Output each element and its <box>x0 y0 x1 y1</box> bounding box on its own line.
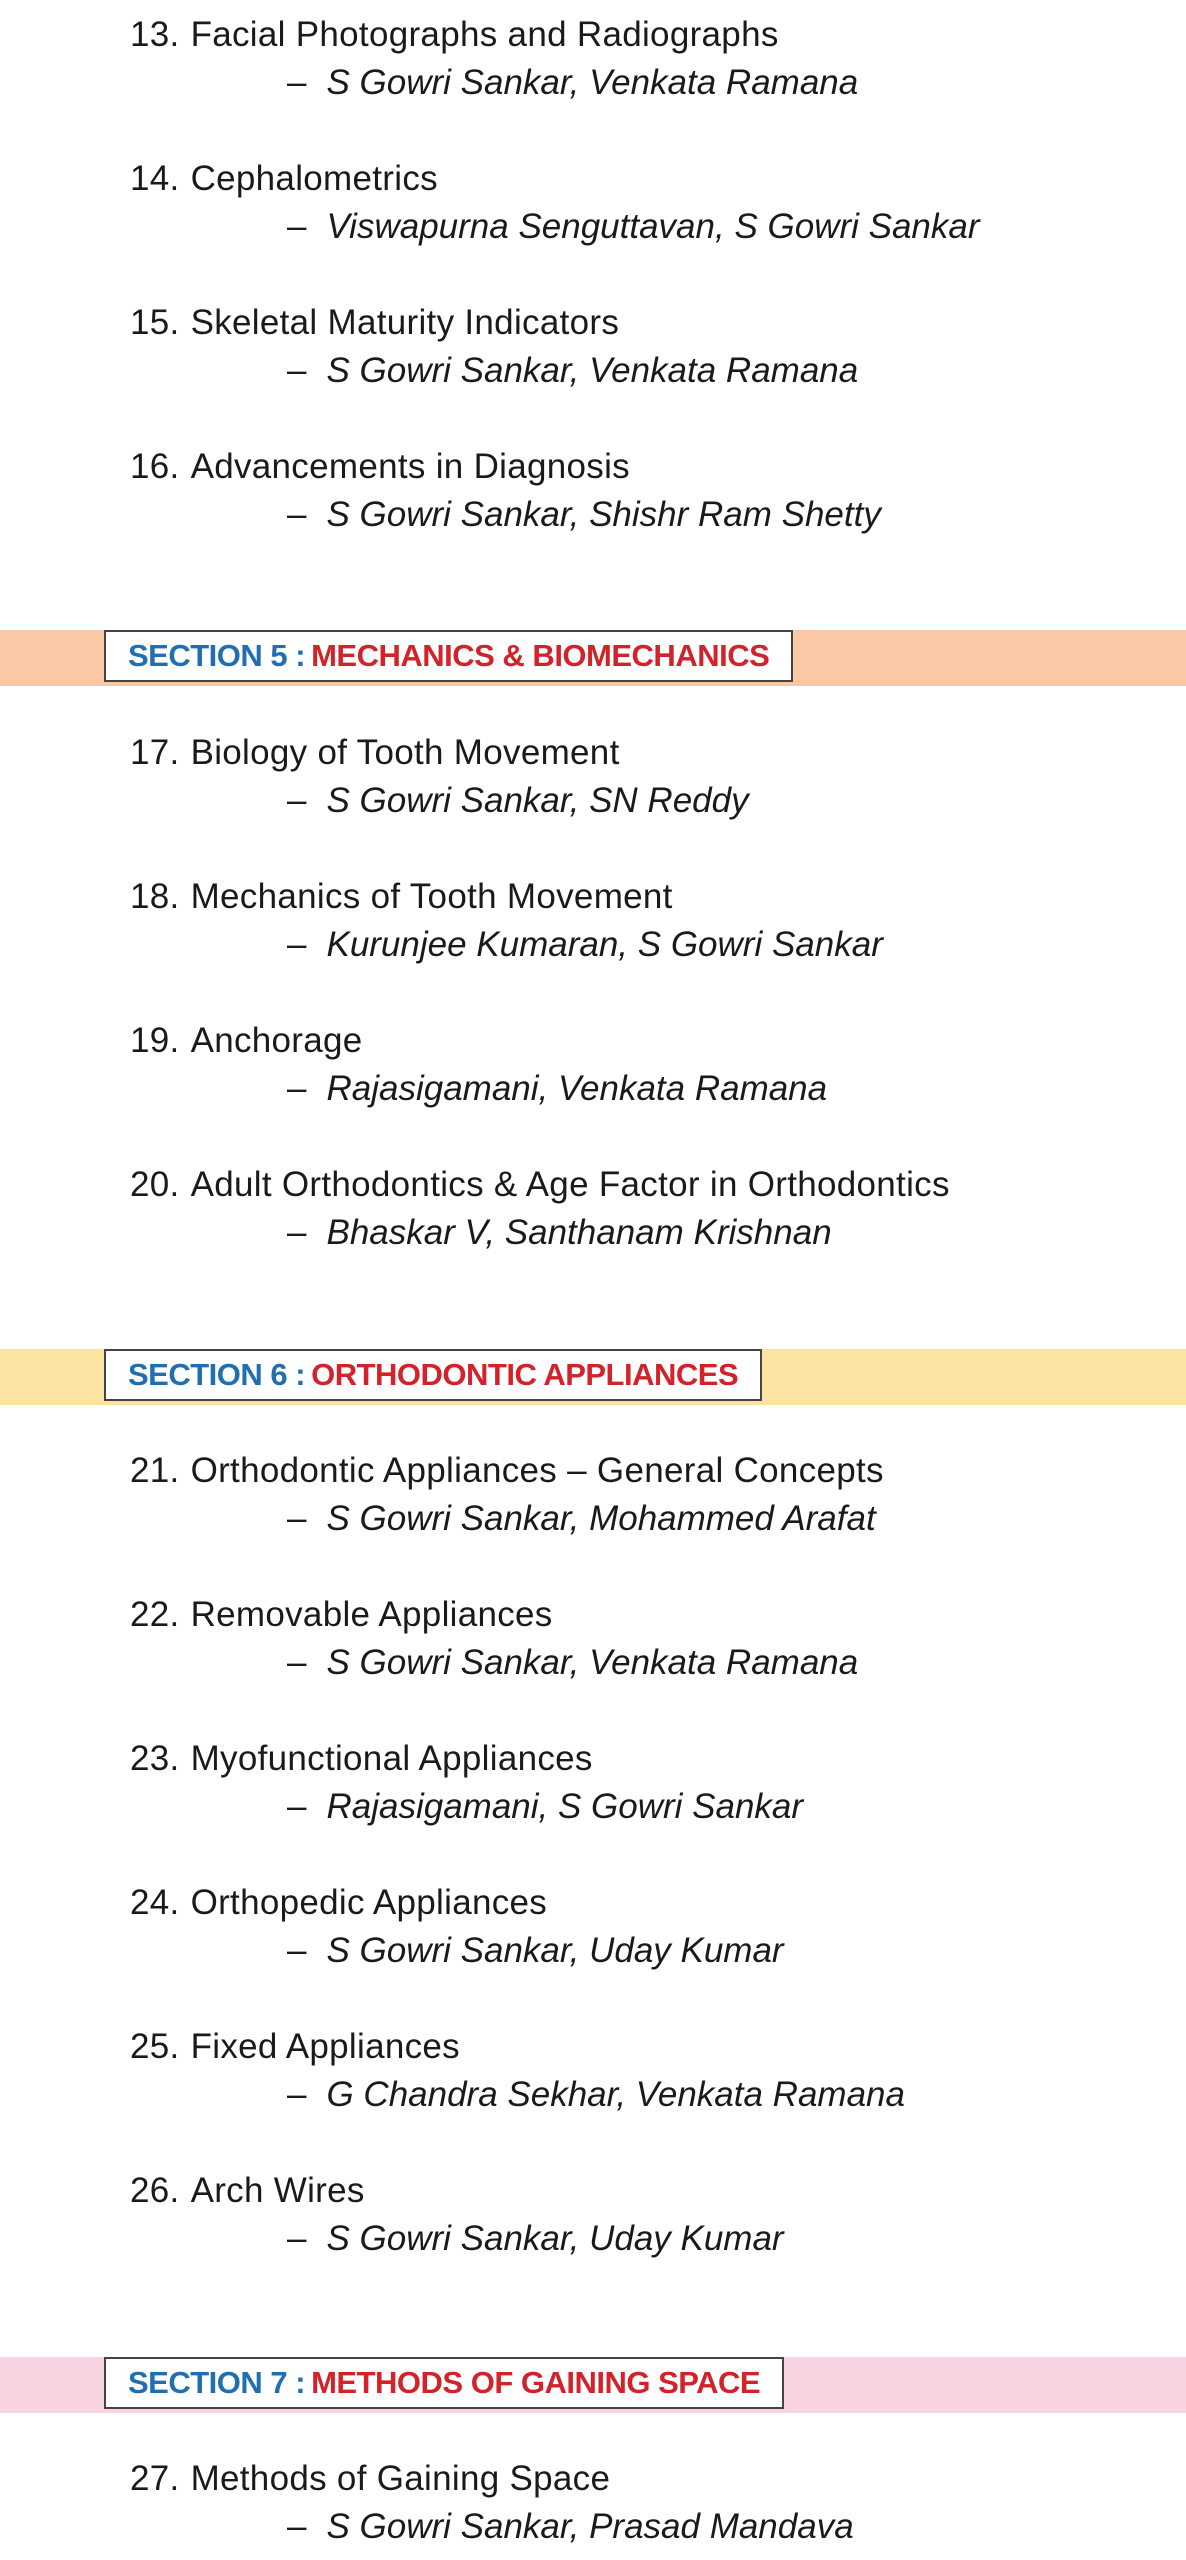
author-dash: – <box>287 2075 307 2114</box>
chapter-authors <box>130 2073 1170 2117</box>
chapter-entry-22 <box>130 1593 1170 1685</box>
chapter-authors-text: Kurunjee Kumaran, S Gowri Sankar <box>326 925 883 964</box>
chapter-entry-25 <box>130 2025 1170 2117</box>
chapter-title-text: Skeletal Maturity Indicators <box>190 303 620 342</box>
chapter-number: 22. <box>130 1595 180 1634</box>
chapter-title-text: Anchorage <box>190 1021 363 1060</box>
chapter-entry-17 <box>130 731 1170 823</box>
chapter-title <box>130 875 1170 919</box>
chapter-title-text: Fixed Appliances <box>190 2027 460 2066</box>
chapter-number: 14. <box>130 159 180 198</box>
chapter-authors <box>130 1211 1170 1255</box>
chapter-authors-text: Rajasigamani, S Gowri Sankar <box>326 1787 804 1826</box>
section-name: ORTHODONTIC APPLIANCES <box>311 1357 739 1392</box>
chapter-authors <box>130 349 1170 393</box>
chapter-authors-text: S Gowri Sankar, Venkata Ramana <box>326 63 859 102</box>
chapter-number: 25. <box>130 2027 180 2066</box>
chapter-number: 18. <box>130 877 180 916</box>
chapter-authors-text: S Gowri Sankar, Venkata Ramana <box>326 351 859 390</box>
chapter-authors <box>130 1785 1170 1829</box>
chapter-title-text: Cephalometrics <box>190 159 438 198</box>
chapter-authors-text: S Gowri Sankar, Uday Kumar <box>326 1931 784 1970</box>
chapter-authors <box>130 1497 1170 1541</box>
author-dash: – <box>287 2219 307 2258</box>
author-dash: – <box>287 1069 307 1108</box>
chapter-number: 13. <box>130 15 180 54</box>
chapter-number: 21. <box>130 1451 180 1490</box>
author-dash: – <box>287 495 307 534</box>
chapter-authors <box>130 493 1170 537</box>
chapter-title <box>130 445 1170 489</box>
author-dash: – <box>287 781 307 820</box>
chapter-authors <box>130 205 1170 249</box>
chapter-title-text: Orthopedic Appliances <box>190 1883 548 1922</box>
author-dash: – <box>287 925 307 964</box>
author-dash: – <box>287 1643 307 1682</box>
chapter-number: 15. <box>130 303 180 342</box>
chapter-title-text: Removable Appliances <box>190 1595 553 1634</box>
author-dash: – <box>287 1931 307 1970</box>
chapter-title <box>130 301 1170 345</box>
chapter-authors-text: S Gowri Sankar, Venkata Ramana <box>326 1643 859 1682</box>
chapter-title <box>130 1881 1170 1925</box>
chapter-title <box>130 2169 1170 2213</box>
section-label: SECTION 6 : <box>128 1357 306 1392</box>
chapter-title-text: Advancements in Diagnosis <box>190 447 630 486</box>
author-dash: – <box>287 2507 307 2546</box>
chapter-authors <box>130 1641 1170 1685</box>
chapter-authors-text: S Gowri Sankar, Uday Kumar <box>326 2219 784 2258</box>
chapter-title-text: Methods of Gaining Space <box>190 2459 611 2498</box>
chapter-title <box>130 1737 1170 1781</box>
chapter-entry-27 <box>130 2457 1170 2549</box>
chapter-number: 23. <box>130 1739 180 1778</box>
chapter-title <box>130 13 1170 57</box>
chapter-entry-24 <box>130 1881 1170 1973</box>
chapter-title-text: Myofunctional Appliances <box>190 1739 593 1778</box>
chapter-authors-text: Rajasigamani, Venkata Ramana <box>326 1069 828 1108</box>
author-dash: – <box>287 1499 307 1538</box>
section-5-heading <box>104 630 793 682</box>
chapter-title-text: Facial Photographs and Radiographs <box>190 15 779 54</box>
section-7-heading <box>104 2357 784 2409</box>
chapter-entry-18 <box>130 875 1170 967</box>
chapter-number: 16. <box>130 447 180 486</box>
chapter-authors-text: G Chandra Sekhar, Venkata Ramana <box>326 2075 905 2114</box>
chapter-number: 17. <box>130 733 180 772</box>
chapter-authors <box>130 2217 1170 2261</box>
chapter-entry-15 <box>130 301 1170 393</box>
chapter-title <box>130 2457 1170 2501</box>
chapter-number: 27. <box>130 2459 180 2498</box>
chapter-authors-text: S Gowri Sankar, Shishr Ram Shetty <box>326 495 881 534</box>
chapter-entry-14 <box>130 157 1170 249</box>
chapter-authors-text: Viswapurna Senguttavan, S Gowri Sankar <box>326 207 980 246</box>
chapter-entry-23 <box>130 1737 1170 1829</box>
chapter-title <box>130 1163 1170 1207</box>
section-name: MECHANICS & BIOMECHANICS <box>311 638 770 673</box>
section-5-band <box>0 630 1186 686</box>
chapter-title-text: Adult Orthodontics & Age Factor in Orthodontics <box>190 1165 950 1204</box>
chapter-authors-text: S Gowri Sankar, Prasad Mandava <box>326 2507 854 2546</box>
chapter-number: 19. <box>130 1021 180 1060</box>
chapter-number: 20. <box>130 1165 180 1204</box>
author-dash: – <box>287 351 307 390</box>
section-7-band <box>0 2357 1186 2413</box>
chapter-title-text: Mechanics of Tooth Movement <box>190 877 673 916</box>
chapter-authors-text: Bhaskar V, Santhanam Krishnan <box>326 1213 832 1252</box>
chapter-entry-13 <box>130 13 1170 105</box>
chapter-entry-19 <box>130 1019 1170 1111</box>
author-dash: – <box>287 63 307 102</box>
chapter-entry-21 <box>130 1449 1170 1541</box>
chapter-authors <box>130 923 1170 967</box>
chapter-title-text: Orthodontic Appliances – General Concepts <box>190 1451 884 1490</box>
chapter-authors <box>130 1067 1170 1111</box>
chapter-authors <box>130 2505 1170 2549</box>
author-dash: – <box>287 1213 307 1252</box>
author-dash: – <box>287 1787 307 1826</box>
chapter-authors <box>130 1929 1170 1973</box>
chapter-entry-20 <box>130 1163 1170 1255</box>
chapter-entry-16 <box>130 445 1170 537</box>
chapter-title <box>130 157 1170 201</box>
chapter-entry-26 <box>130 2169 1170 2261</box>
section-name: METHODS OF GAINING SPACE <box>311 2365 761 2400</box>
section-6-heading <box>104 1349 762 1401</box>
chapter-authors <box>130 779 1170 823</box>
chapter-title <box>130 2025 1170 2069</box>
chapter-authors-text: S Gowri Sankar, Mohammed Arafat <box>326 1499 876 1538</box>
chapter-title-text: Arch Wires <box>190 2171 365 2210</box>
chapter-title <box>130 1449 1170 1493</box>
chapter-number: 24. <box>130 1883 180 1922</box>
chapter-number: 26. <box>130 2171 180 2210</box>
chapter-title <box>130 731 1170 775</box>
section-6-band <box>0 1349 1186 1405</box>
section-label: SECTION 7 : <box>128 2365 306 2400</box>
chapter-title <box>130 1593 1170 1637</box>
chapter-authors-text: S Gowri Sankar, SN Reddy <box>326 781 749 820</box>
section-label: SECTION 5 : <box>128 638 306 673</box>
author-dash: – <box>287 207 307 246</box>
chapter-title-text: Biology of Tooth Movement <box>190 733 620 772</box>
chapter-authors <box>130 61 1170 105</box>
chapter-title <box>130 1019 1170 1063</box>
